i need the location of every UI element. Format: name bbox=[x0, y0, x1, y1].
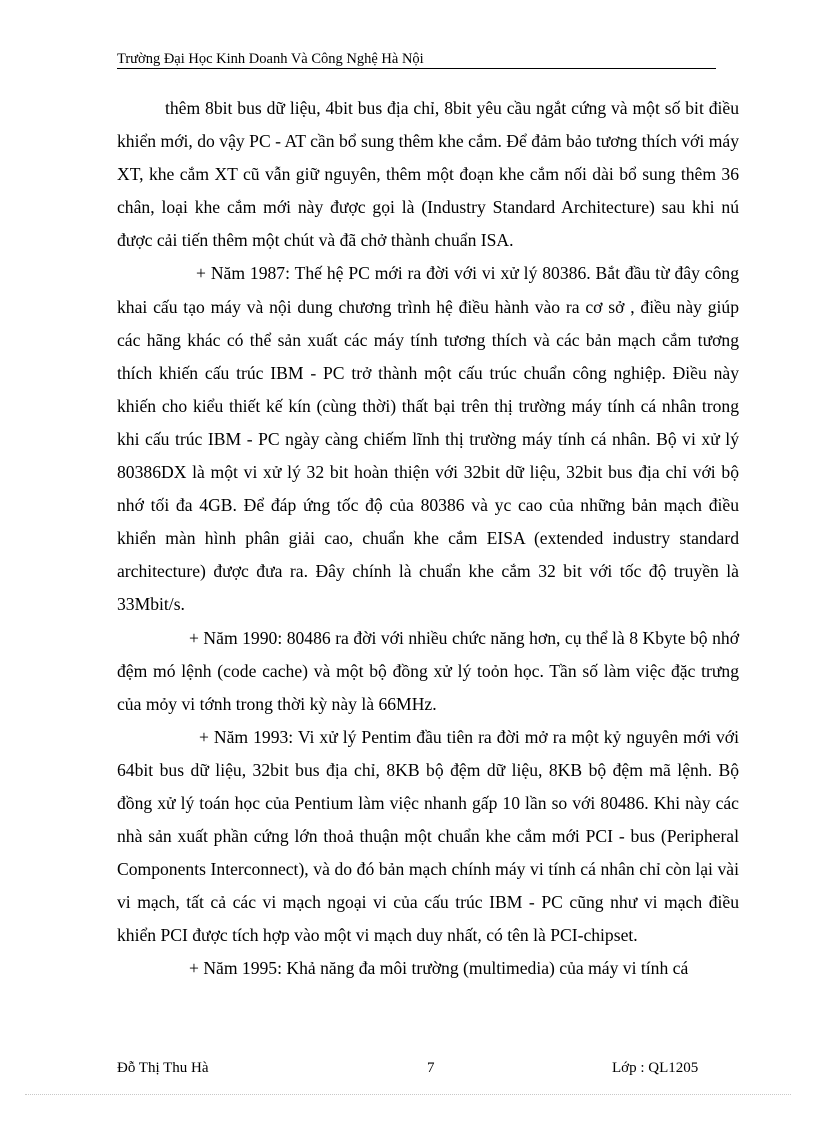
page-bottom-divider bbox=[25, 1094, 791, 1095]
paragraph-year-1995: + Năm 1995: Khả năng đa môi trường (multimedia) của máy vi tính cá bbox=[189, 958, 689, 979]
footer-author: Đỗ Thị Thu Hà bbox=[117, 1060, 209, 1076]
paragraph-pc-at-slots: thêm 8bit bus dữ liệu, 4bit bus địa chỉ, 8bit yêu cầu ngắt cứng và một số bit điều khiển mới, do vậy PC - AT cần bổ sung thêm khe cắm. Để đảm bảo tương thích với máy XT, khe cắm XT cũ vẫn giữ nguyên, thêm một đoạn khe cắm nối dài bổ sung thêm 36 chân, loại khe cắm mới này được gọi là (Industry Standard Architecture) sau khi nú được cải tiến thêm một chút và đã chở thành chuẩn ISA. bbox=[117, 98, 739, 251]
paragraph-year-1990: + Năm 1990: 80486 ra đời với nhiều chức năng hơn, cụ thể là 8 Kbyte bộ nhớ đệm mó lệnh (code cache) và một bộ đồng xử lý toỏn học. Tần số làm việc đặc trưng của mỏy vi tớnh trong thời kỳ này là 66MHz. bbox=[117, 627, 739, 714]
page-number: 7 bbox=[427, 1060, 435, 1076]
footer-class-label: Lớp : QL1205 bbox=[612, 1060, 699, 1076]
paragraph-year-1987: + Năm 1987: Thế hệ PC mới ra đời với vi xử lý 80386. Bắt đầu từ đây công khai cấu tạo máy và nội dung chương trình hệ điều hành vào ra cơ sở , điều này giúp các hãng khác có thể sản xuất các máy tính tương thích và các bản mạch cắm tương thích khiến cấu trúc IBM - PC trở thành một cấu trúc chuẩn công nghiệp. Điều này khiến cho kiểu thiết kế kín (cùng thời) thất bại trên thị trường máy tính cá nhân trong khi cấu trúc IBM - PC ngày càng chiếm lĩnh thị trường máy tính cá nhân. Bộ vi xử lý 80386DX là một vi xử lý 32 bit hoàn thiện với 32bit dữ liệu, 32bit bus địa chỉ với bộ nhớ tối đa 4GB. Để đáp ứng tốc độ của 80386 và yc cao của những bản mạch điều khiển màn hình phân giải cao, chuẩn khe cắm EISA (extended industry standard architecture) được đưa ra. Đây chính là chuẩn khe cắm 32 bit với tốc độ truyền là 33Mbit/s. bbox=[117, 263, 739, 615]
page-footer bbox=[117, 1058, 717, 1078]
institution-name: Trường Đại Học Kinh Doanh Và Công Nghệ Hà Nội bbox=[117, 51, 424, 67]
page-header bbox=[117, 50, 716, 69]
document-body bbox=[117, 92, 739, 986]
paragraph-year-1993: + Năm 1993: Vi xử lý Pentim đầu tiên ra đời mở ra một kỷ nguyên mới với 64bit bus dữ liệu, 32bit bus địa chỉ, 8KB bộ đệm dữ liệu, 8KB bộ đệm mã lệnh. Bộ đồng xử lý toán học của Pentium làm việc nhanh gấp 10 lần so với 80486. Khi này các nhà sản xuất phần cứng lớn thoả thuận một chuẩn khe cắm mới PCI - bus (Peripheral Components Interconnect), và do đó bản mạch chính máy vi tính cá nhân chỉ còn lại vài vi mạch, tất cả các vi mạch ngoại vi của cấu trúc IBM - PC cũng như vi mạch điều khiển PCI được tích hợp vào một vi mạch duy nhất, có tên là PCI-chipset. bbox=[117, 726, 739, 946]
